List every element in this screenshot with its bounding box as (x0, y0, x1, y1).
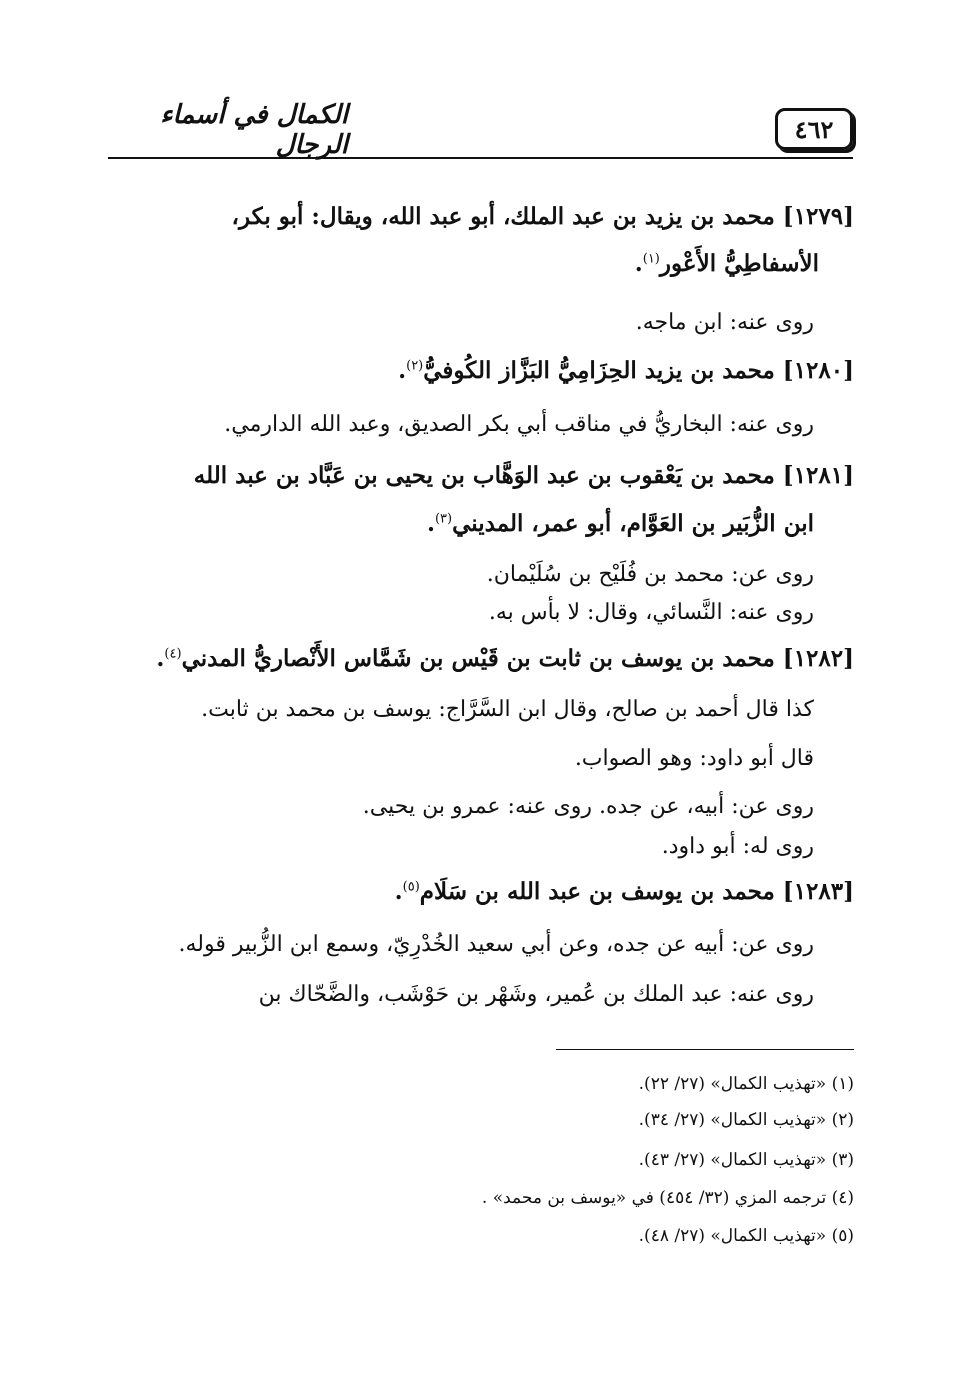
footnote-ref: (٢) (406, 358, 424, 374)
text-line: روى له: أبو داود. (661, 834, 814, 859)
text-line: روى عن: أبيه، عن جده. روى عنه: عمرو بن يحيى. (362, 794, 814, 819)
entry-heading-continued: ابن الزُّبَير بن العَوَّام، أبو عمر، المديني$^{(٣)}$. (426, 510, 814, 537)
entry-heading: [١٢٧٩] محمد بن يزيد بن عبد الملك، أبو عبد الله، ويقال: أبو بكر، (231, 203, 854, 230)
footnote: (٢) «تهذيب الكمال» (٢٧/ ٣٤). (638, 1110, 854, 1130)
entry-heading: [١٢٨٣] محمد بن يوسف بن عبد الله بن سَلَام$^{(٥)}$. (394, 878, 854, 905)
page-header (108, 100, 853, 162)
page-number: ٤٦٢ (775, 108, 853, 150)
footnote: (٤) ترجمه المزي (٣٢/ ٤٥٤) في «يوسف بن محمد» . (481, 1188, 854, 1208)
footnote-separator (556, 1049, 854, 1050)
footnote-ref: (٣) (434, 511, 453, 527)
footnote: (٥) «تهذيب الكمال» (٢٧/ ٤٨). (638, 1226, 854, 1246)
narrated-from-line: روى عن: أبيه عن جده، وعن أبي سعيد الخُدْرِيّ، وسمع ابن الزُّبير قوله. (178, 932, 814, 957)
entry-heading: [١٢٨٠] محمد بن يزيد الحِزَامِيُّ البَزَّاز الكُوفيُّ$^{(٢)}$. (398, 357, 854, 384)
footnote: (١) «تهذيب الكمال» (٢٧/ ٢٢). (638, 1074, 854, 1094)
narrators-from-line: روى عنه: ابن ماجه. (635, 310, 814, 335)
narrators-from-line: روى عنه: عبد الملك بن عُمير، وشَهْر بن حَوْشَب، والضَّحّاك بن (258, 982, 814, 1007)
narrated-from-line: روى عن: محمد بن فُلَيْح بن سُلَيْمان. (486, 562, 814, 587)
entry-heading: [١٢٨١] محمد بن يَعْقوب بن عبد الوَهَّاب بن يحيى بن عَبَّاد بن عبد الله (193, 462, 854, 489)
footnote-ref: (٤) (164, 646, 182, 662)
narrators-from-line: روى عنه: النَّسائي، وقال: لا بأس به. (488, 600, 814, 625)
header-rule (108, 157, 853, 159)
footnote-ref: (١) (642, 251, 660, 267)
running-title: الكمال في أسماء الرجال (160, 100, 348, 160)
entry-heading: [١٢٨٢] محمد بن يوسف بن ثابت بن قَيْس بن شَمَّاس الأَنْصاريُّ المدني$^{(٤)}$. (156, 645, 854, 672)
text-line: قال أبو داود: وهو الصواب. (574, 746, 814, 771)
footnote-ref: (٥) (402, 879, 420, 895)
entry-heading-continued: الأسفاطِيُّ الأَعْور$^{(١)}$. (634, 250, 819, 277)
footnote: (٣) «تهذيب الكمال» (٢٧/ ٤٣). (638, 1150, 854, 1170)
text-line: كذا قال أحمد بن صالح، وقال ابن السَّرَّاج: يوسف بن محمد بن ثابت. (201, 697, 814, 722)
narrators-from-line: روى عنه: البخاريُّ في مناقب أبي بكر الصديق، وعبد الله الدارمي. (224, 412, 814, 437)
